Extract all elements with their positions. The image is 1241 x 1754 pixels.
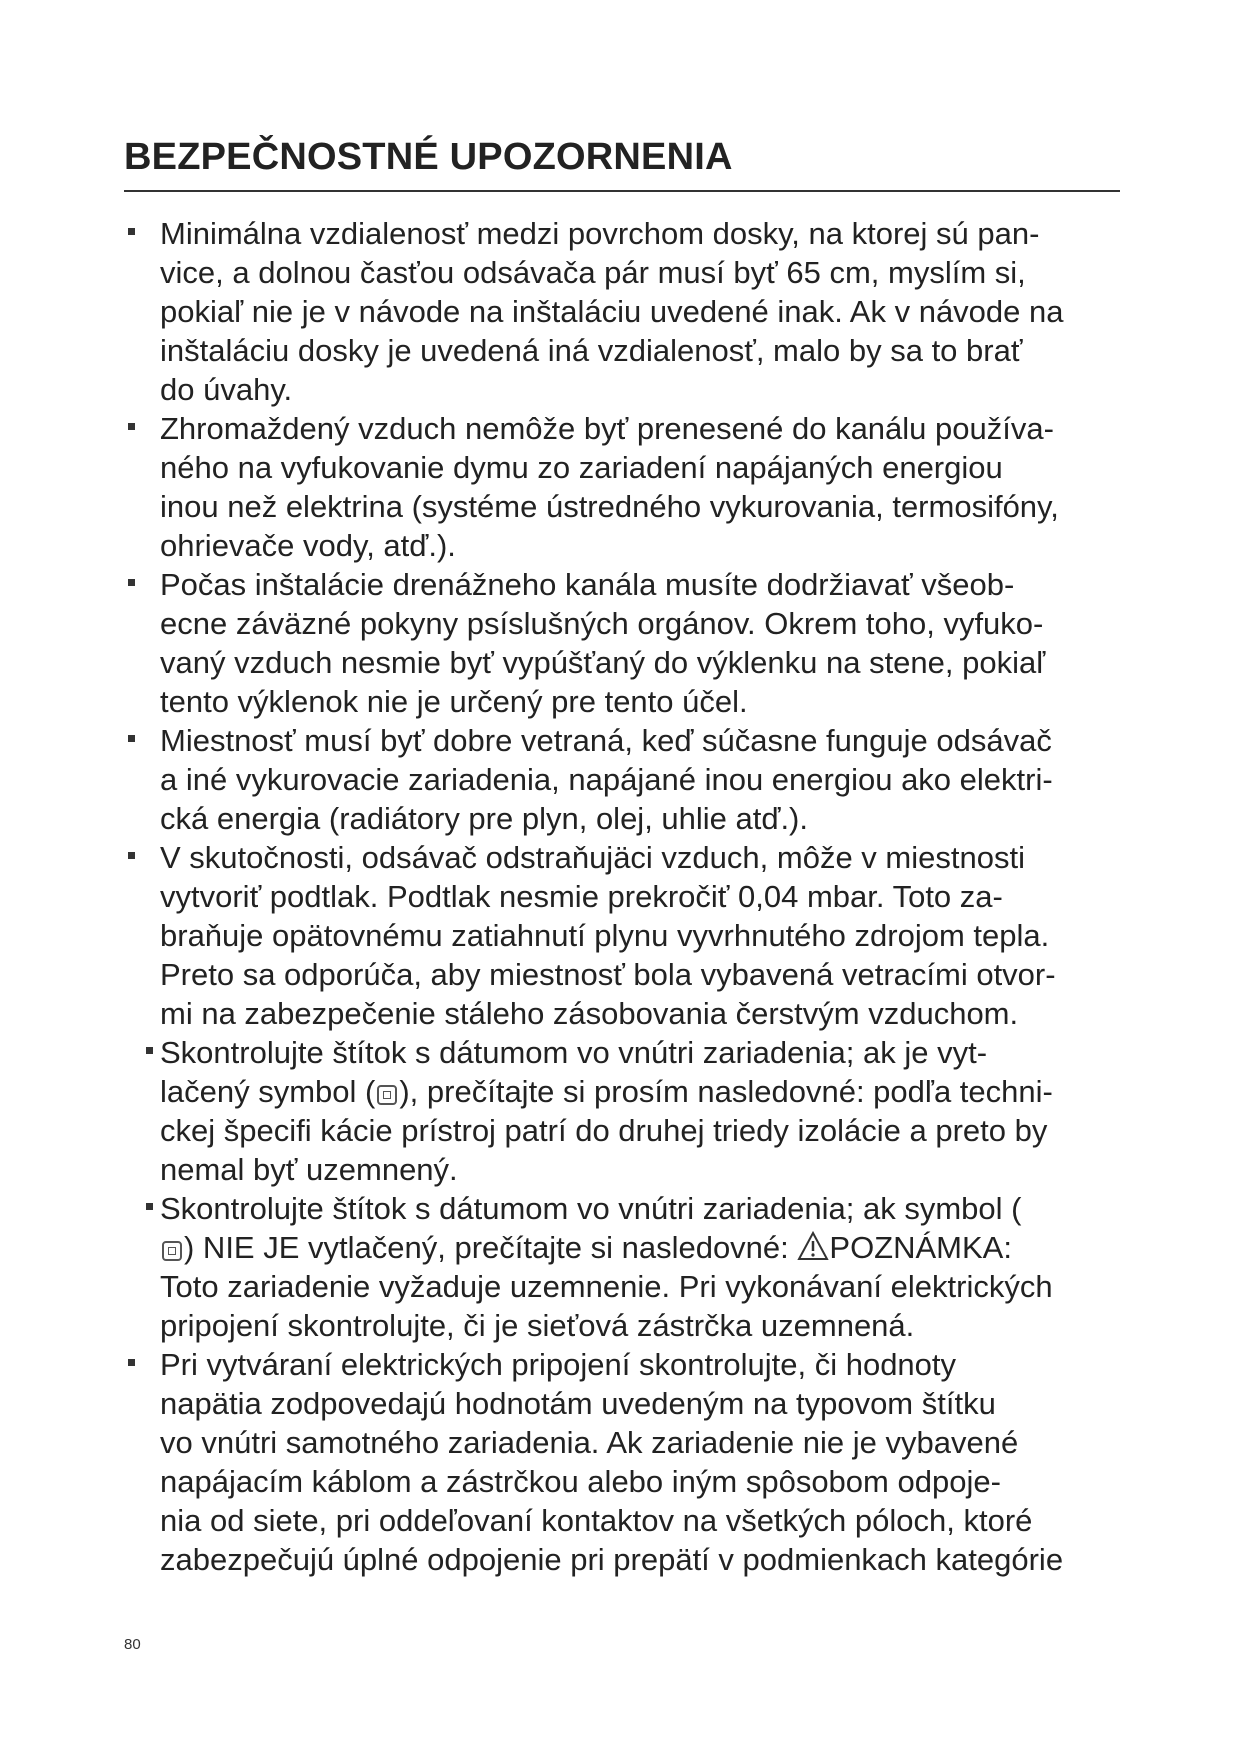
page-number: 80 (124, 1636, 141, 1653)
list-item (124, 838, 1134, 1033)
bullet-icon (128, 1359, 135, 1366)
page-title: BEZPEČNOSTNÉ UPOZORNENIA (124, 136, 733, 178)
list-item-text: Minimálna vzdialenosť medzi povrchom dosky, na ktorej sú pan- vice, a dolnou časťou odsávača pár musí byť 65 cm, myslím si, pokiaľ nie je v návode na inštaláciu uvedené inak. Ak v návode na inštaláciu dosky je uvedená iná vzdialenosť, malo by sa to brať do úvahy. (160, 216, 1064, 407)
list-item (124, 721, 1134, 838)
title-rule (124, 190, 1120, 192)
list-item-text: V skutočnosti, odsávač odstraňujäci vzduch, môže v miestnosti vytvoriť podtlak. Podtlak nesmie prekročiť 0,04 mbar. Toto za- braňuje opätovnému zatiahnutí plynu vyvrhnutého zdrojom tepla. Preto sa odporúča, aby miestnosť bola vybavená vetracími otvor- mi na zabezpečenie stáleho zásobovania čerstvým vzduchom. (160, 840, 1056, 1031)
list-item-text: Zhromaždený vzduch nemôže byť prenesené do kanálu používa- ného na vyfukovanie dymu zo zariadení napájaných energiou inou než elektrina (systéme ústredného vykurovania, termosifóny, ohrievače vody, atď.). (160, 411, 1059, 563)
bullet-icon (146, 1203, 153, 1210)
double-insulation-icon (162, 1241, 182, 1261)
list-item-text: Miestnosť musí byť dobre vetraná, keď súčasne funguje odsávač a iné vykurovacie zariadenia, napájané inou energiou ako elektri- cká energia (radiátory pre plyn, olej, uhlie atď.). (160, 723, 1053, 836)
list-item (124, 409, 1134, 565)
bullet-icon (146, 1047, 153, 1054)
list-item (124, 1189, 1134, 1345)
bullet-icon (128, 735, 135, 742)
list-item-text: Počas inštalácie drenážneho kanála musíte dodržiavať všeob- ecne záväzné pokyny psíslušných orgánov. Okrem toho, vyfuko- vaný vzduch nesmie byť vypúšťaný do výklenku na stene, pokiaľ tento výklenok nie je určený pre tento účel. (160, 567, 1046, 719)
list-item (124, 1033, 1134, 1189)
list-item-text: Pri vytváraní elektrických pripojení skontrolujte, či hodnoty napätia zodpovedajú hodnotám uvedeným na typovom štítku vo vnútri samotného zariadenia. Ak zariadenie nie je vybavené napájacím káblom a zástrčkou alebo iným spôsobom odpoje- nia od siete, pri oddeľovaní kontaktov na všetkých póloch, ktoré zabezpečujú úplné odpojenie pri prepätí v podmienkach kategórie (160, 1347, 1064, 1577)
bullet-icon (128, 423, 135, 430)
bullet-icon (128, 228, 135, 235)
warning-list (124, 214, 1134, 1579)
list-item-text: Skontrolujte štítok s dátumom vo vnútri zariadenia; ak je vyt- lačený symbol ( ), prečítajte si prosím nasledovné: podľa techni- ckej špecifi kácie prístroj patrí do druhej triedy izolácie a preto by nemal byť uzemnený. (160, 1035, 1053, 1187)
list-item (124, 214, 1134, 409)
list-item (124, 565, 1134, 721)
double-insulation-icon (377, 1085, 397, 1105)
warning-triangle-icon (797, 1231, 829, 1261)
bullet-icon (128, 579, 135, 586)
list-item (124, 1345, 1134, 1579)
bullet-icon (128, 852, 135, 859)
list-item-text: Skontrolujte štítok s dátumom vo vnútri zariadenia; ak symbol ( ) NIE JE vytlačený, prečítajte si nasledovné: POZNÁMKA: Toto zariadenie vyžaduje uzemnenie. Pri vykonávaní elektrických pripojení skontrolujte, či je sieťová zástrčka uzemnená. (160, 1191, 1053, 1343)
